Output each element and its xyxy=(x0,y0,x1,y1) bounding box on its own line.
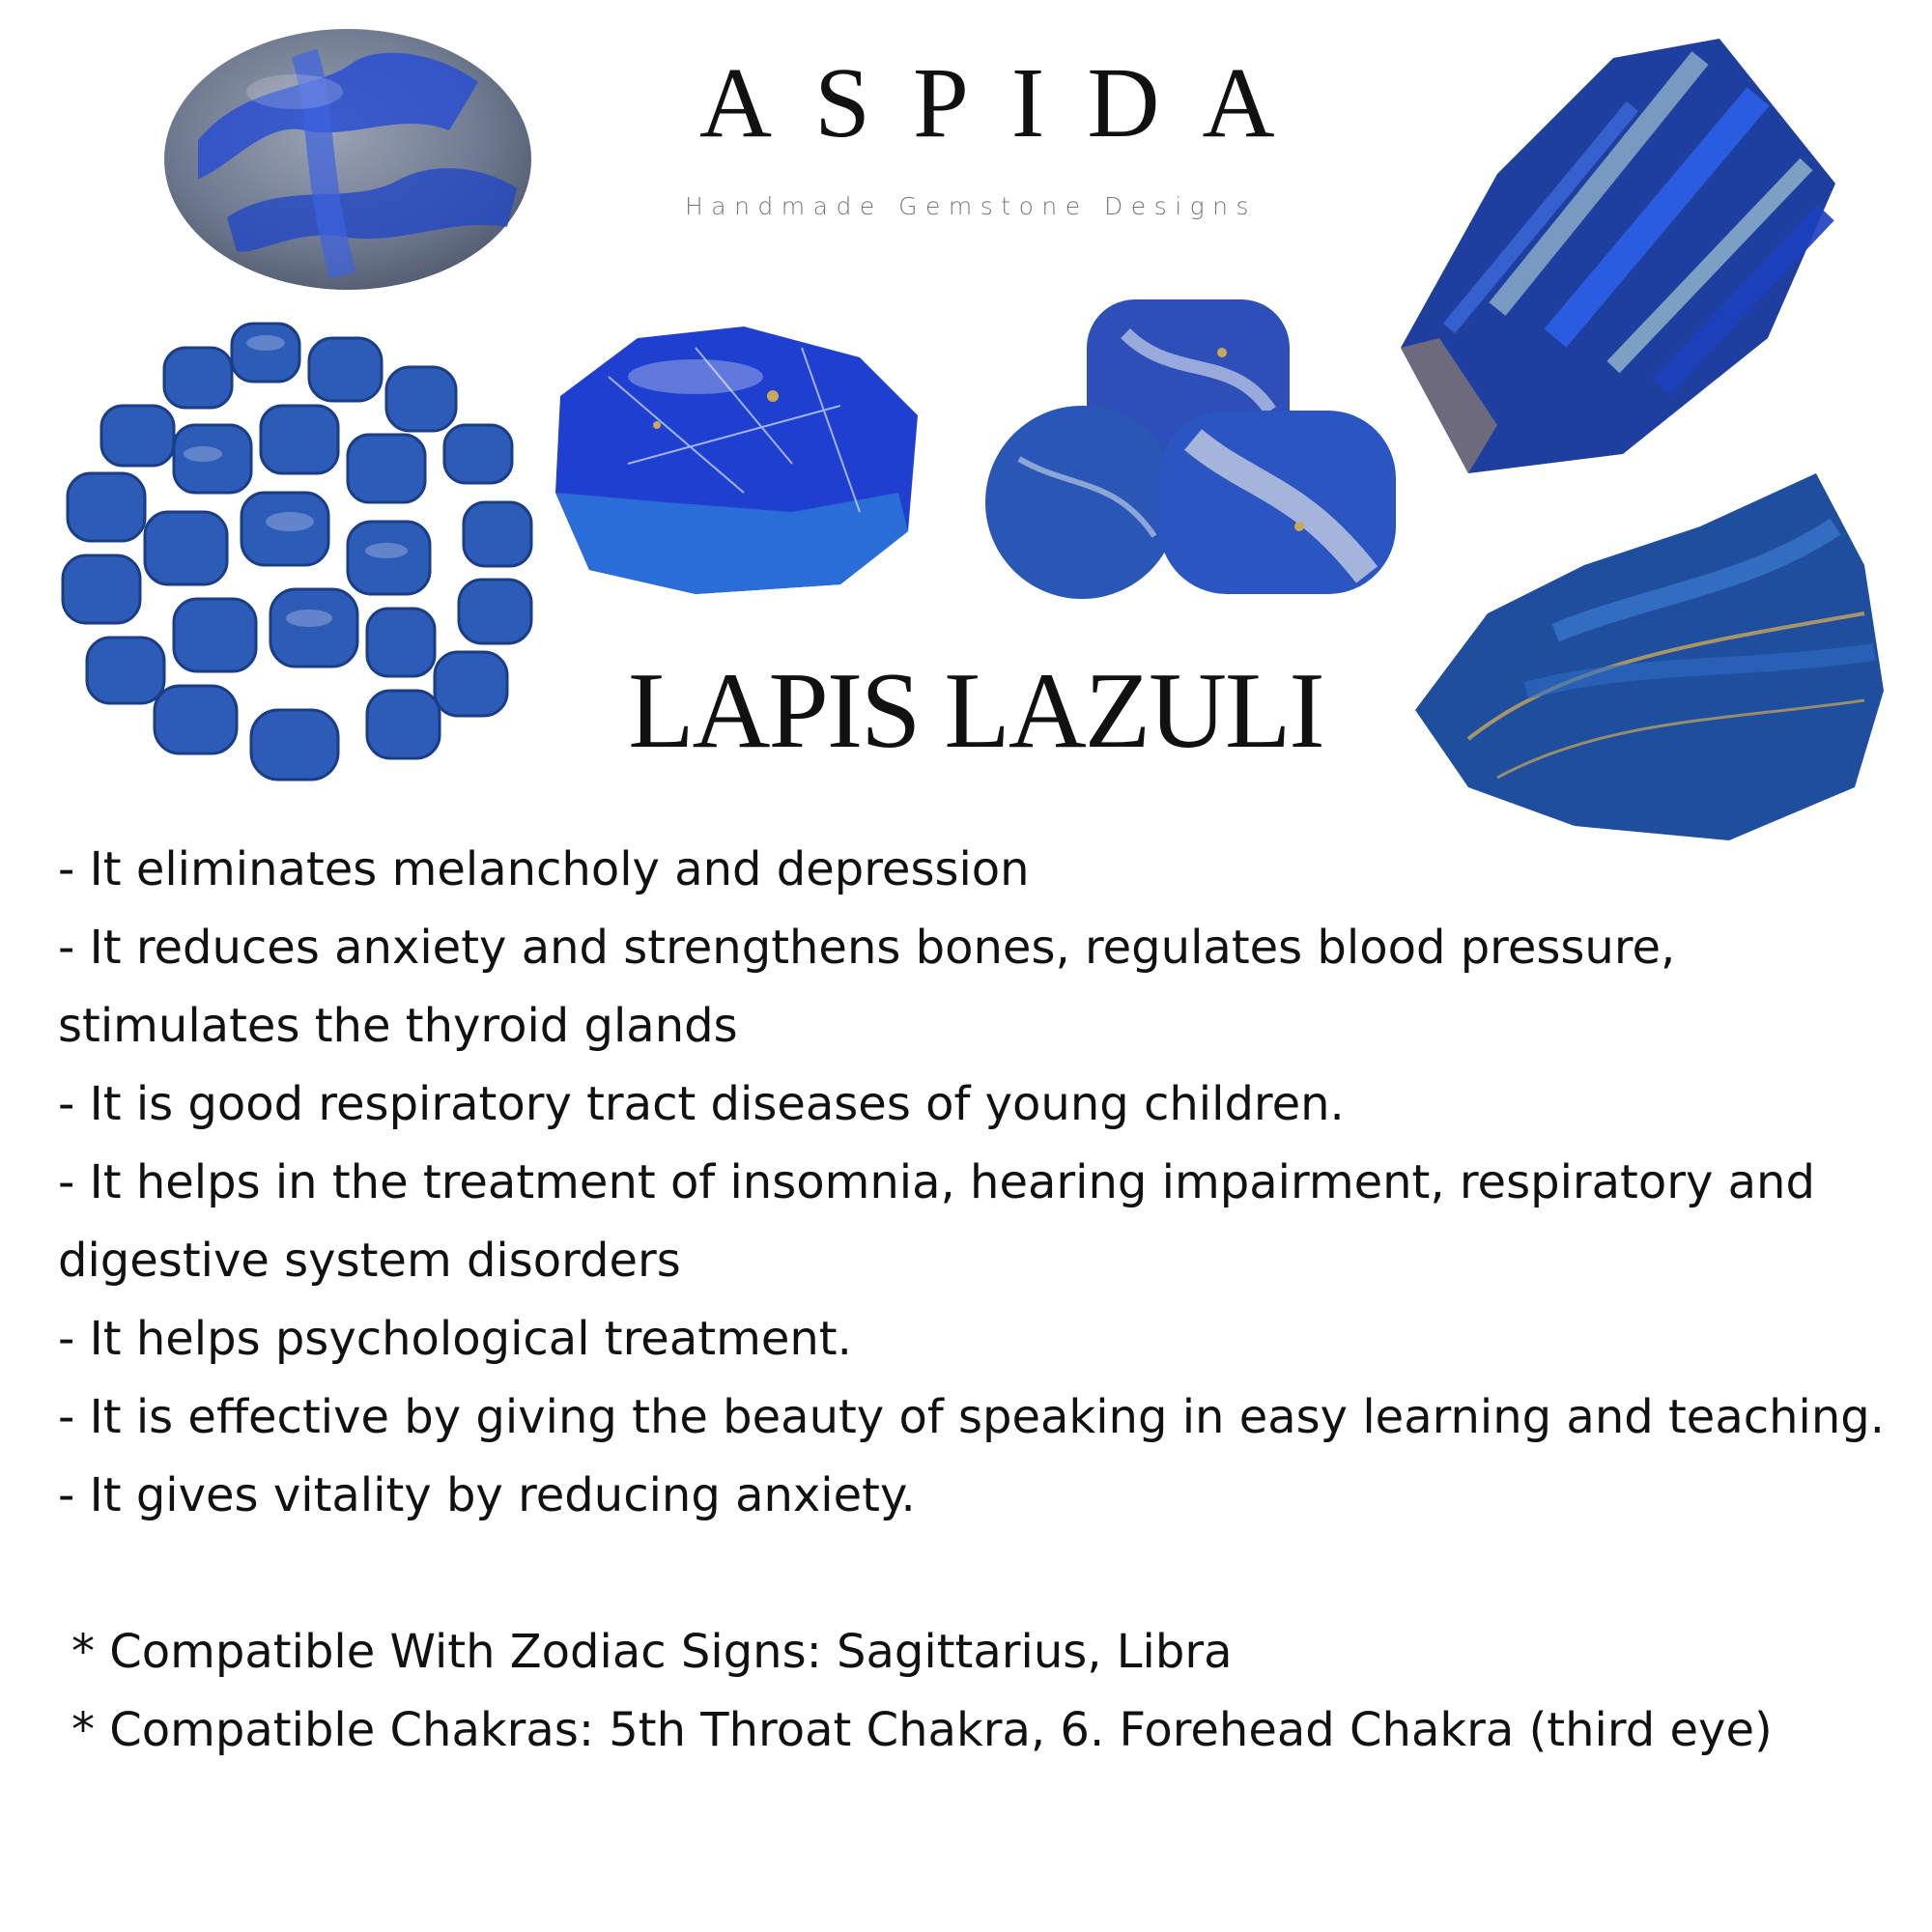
compatibility-zodiac: * Compatible With Zodiac Signs: Sagittarius, Libra xyxy=(71,1625,1233,1679)
tumbled-stone-image xyxy=(159,24,536,295)
benefits-text xyxy=(58,831,1893,1770)
compatibility-chakras: * Compatible Chakras: 5th Throat Chakra, 6. Forehead Chakra (third eye) xyxy=(71,1703,1773,1757)
benefit-item: - It helps in the treatment of insomnia, hearing impairment, respiratory and digestive system disorders xyxy=(58,1155,1815,1288)
three-tumbled-stones-image xyxy=(980,295,1401,604)
benefit-item: - It is effective by giving the beauty of speaking in easy learning and teaching. xyxy=(58,1390,1886,1444)
page-title: LAPIS LAZULI xyxy=(628,651,1323,771)
rough-stone-top-right-image xyxy=(1381,19,1855,473)
benefit-item: - It reduces anxiety and strengthens bones, regulates blood pressure, stimulates the thyroid glands xyxy=(58,921,1676,1053)
benefit-item: - It is good respiratory tract diseases of young children. xyxy=(58,1077,1345,1131)
tumbled-stones-pile-image xyxy=(58,319,536,787)
brand-logo-name: ASPIDA xyxy=(699,47,1318,158)
benefit-item: - It eliminates melancholy and depression xyxy=(58,842,1030,896)
polished-freeform-stone-image xyxy=(551,319,923,594)
brand-header xyxy=(657,47,1318,220)
benefit-item: - It helps psychological treatment. xyxy=(58,1312,852,1366)
brand-tagline: Handmade Gemstone Designs xyxy=(684,192,1258,220)
section-spacer xyxy=(58,1535,1893,1613)
rough-stone-bottom-right-image xyxy=(1410,469,1884,840)
benefit-item: - It gives vitality by reducing anxiety. xyxy=(58,1468,916,1522)
